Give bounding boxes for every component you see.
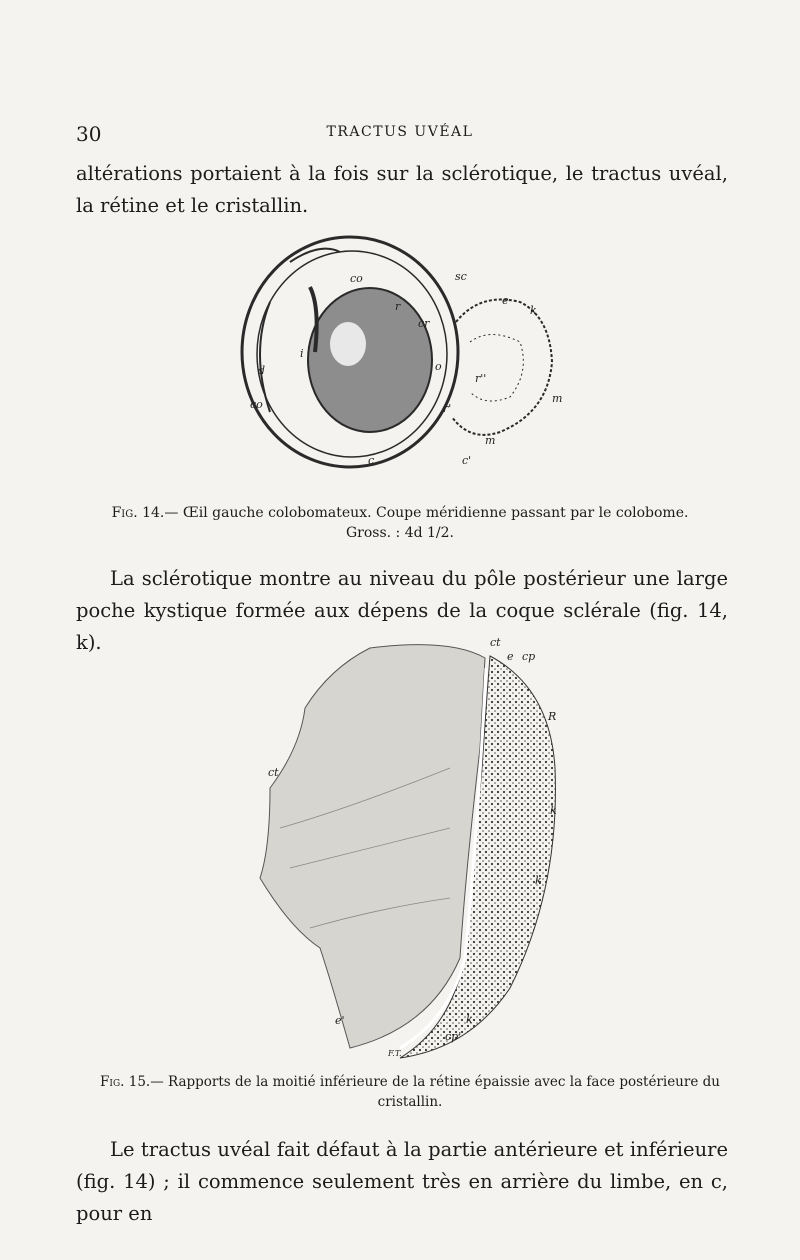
fig15-label-k2: k bbox=[535, 874, 542, 887]
fig15-label-k: k bbox=[550, 804, 557, 817]
fig15-label-cp: cp bbox=[522, 650, 536, 663]
fig15-label-e: e bbox=[507, 650, 514, 663]
lens-tissue bbox=[260, 645, 485, 1048]
figure-15-illustration bbox=[250, 628, 580, 1068]
figure-14-illustration bbox=[230, 232, 580, 490]
fig14-label-m2: m bbox=[485, 434, 496, 447]
paragraph-2-text: La sclérotique montre au niveau du pôle postérieur une large poche kystique formée aux dépens de la coque sclérale (fig. 14, k). bbox=[76, 567, 728, 654]
fig15-label-cp2: cp' bbox=[445, 1030, 462, 1043]
figure-14-caption-text: — Œil gauche colobomateux. Coupe méridienne passant par le colobome. Gross. : 4d 1/2. bbox=[164, 505, 689, 541]
fig14-label-k: k bbox=[530, 304, 537, 317]
page-number: 30 bbox=[76, 122, 102, 146]
fig14-label-m: m bbox=[552, 392, 563, 405]
cyst-k bbox=[452, 300, 552, 435]
fig14-label-r3: r' bbox=[443, 402, 452, 415]
figure-14-caption bbox=[90, 503, 710, 543]
fig14-label-c: c bbox=[368, 454, 375, 467]
fig14-label-sc: sc bbox=[455, 270, 467, 283]
fig15-label-ct2: ct bbox=[268, 766, 279, 779]
fig14-label-d: d bbox=[258, 364, 266, 377]
fig14-label-e: e bbox=[502, 294, 509, 307]
figure-15-caption-label: Fig. 15. bbox=[100, 1074, 151, 1090]
cornea bbox=[260, 302, 270, 412]
fig14-label-co: co bbox=[350, 272, 363, 285]
lens-highlight bbox=[330, 322, 366, 366]
fig15-label-e2: e' bbox=[335, 1014, 345, 1027]
lens bbox=[308, 288, 432, 432]
figure-15-caption bbox=[92, 1072, 728, 1112]
fig14-label-i: i bbox=[300, 347, 304, 360]
fig14-label-o: o bbox=[435, 360, 442, 373]
fig14-label-r2: r'' bbox=[475, 372, 487, 385]
fig14-label-r: r bbox=[395, 300, 401, 313]
figure-14-caption-label: Fig. 14. bbox=[111, 505, 165, 521]
fig15-signature: F.T. bbox=[388, 1049, 402, 1058]
fig14-label-cr: cr bbox=[418, 317, 430, 330]
figure-15-caption-text: — Rapports de la moitié inférieure de la rétine épaissie avec la face postérieure du cristallin. bbox=[150, 1074, 720, 1110]
paragraph-1: altérations portaient à la fois sur la sclérotique, le tractus uvéal, la rétine et le cristallin. bbox=[76, 162, 728, 217]
paragraph-3-text: Le tractus uvéal fait défaut à la partie antérieure et inférieure (fig. 14) ; il commence seulement très en arrière du limbe, en c, pour en bbox=[76, 1138, 728, 1225]
paragraph-3 bbox=[76, 1134, 728, 1230]
fig14-label-co2: co bbox=[250, 398, 263, 411]
running-head: TRACTUS UVÉAL bbox=[326, 124, 474, 140]
fig15-label-k3: k bbox=[466, 1013, 473, 1026]
fig14-label-c2: c' bbox=[462, 454, 472, 467]
fig15-label-ct: ct bbox=[490, 636, 501, 649]
fig15-label-R: R bbox=[548, 710, 557, 723]
